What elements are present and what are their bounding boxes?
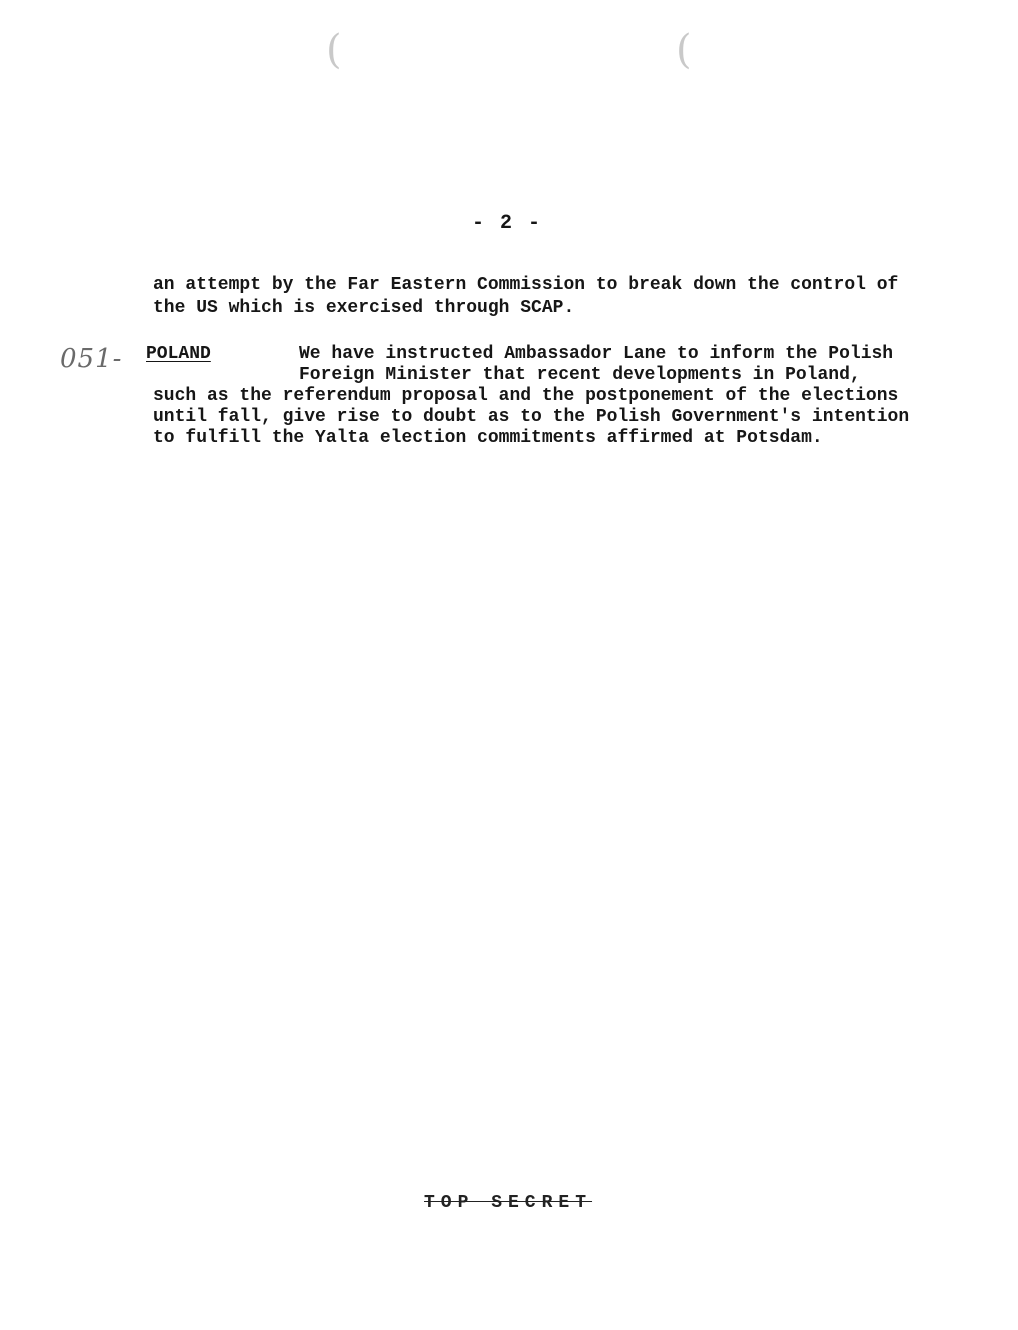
page-number: - 2 -	[472, 212, 543, 235]
classification-marking: TOP SECRET	[424, 1193, 593, 1213]
paragraph-line: such as the referendum proposal and the postponement of the elections	[153, 386, 899, 406]
paragraph-line: We have instructed Ambassador Lane to inform the Polish	[299, 344, 894, 364]
binding-hole-mark: (	[326, 27, 342, 73]
paragraph-line: an attempt by the Far Eastern Commission to break down the control of	[153, 275, 899, 295]
paragraph-line: the US which is exercised through SCAP.	[153, 298, 575, 318]
binding-hole-mark: (	[676, 27, 692, 73]
paragraph-line: to fulfill the Yalta election commitments affirmed at Potsdam.	[153, 428, 823, 448]
paragraph-line: Foreign Minister that recent developments in Poland,	[299, 365, 861, 385]
handwritten-margin-note: 051-	[60, 344, 123, 374]
paragraph-line: until fall, give rise to doubt as to the Polish Government's intention	[153, 407, 910, 427]
section-heading: POLAND	[146, 344, 211, 364]
